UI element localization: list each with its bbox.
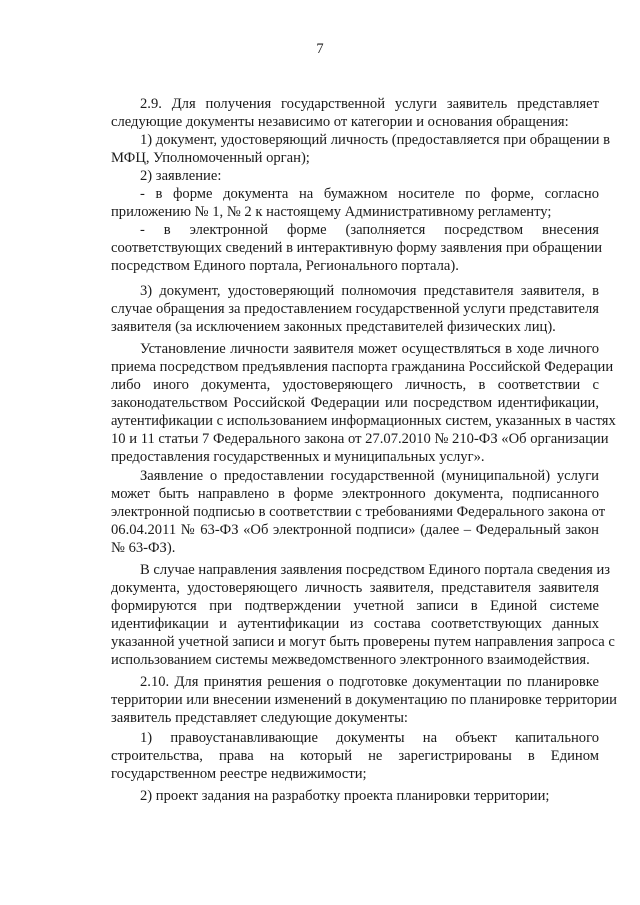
text-line-content: заявителя (за исключением законных представителей физических лиц).: [111, 319, 556, 335]
text-line-content: 3) документ, удостоверяющий полномочия представителя заявителя, в: [140, 283, 599, 299]
text-line-content: В случае направления заявления посредством Единого портала сведения из: [140, 562, 611, 578]
text-line-content: использованием системы межведомственного электронного взаимодействия.: [111, 652, 590, 668]
text-line-content: идентификации и аутентификации из состава соответствующих данных: [111, 616, 599, 632]
text-line-content: Заявление о предоставлении государственной (муниципальной) услуги: [140, 468, 599, 484]
text-line-content: 1) документ, удостоверяющий личность (предоставляется при обращении в: [140, 132, 610, 148]
text-line-content: приложению № 1, № 2 к настоящему Административному регламенту;: [111, 204, 552, 220]
text-line-content: Установление личности заявителя может осуществляться в ходе личного: [140, 341, 599, 357]
text-line-content: заявитель представляет следующие документы:: [111, 710, 408, 726]
text-line-content: законодательством Российской Федерации или посредством идентификации,: [111, 395, 599, 411]
text-line-content: 06.04.2011 № 63-ФЗ «Об электронной подписи» (далее – Федеральный закон: [111, 522, 599, 538]
text-line-content: - в форме документа на бумажном носителе по форме, согласно: [140, 186, 599, 202]
text-line-content: строительства, права на который не зарегистрированы в Едином: [111, 748, 599, 764]
text-line-content: 2) проект задания на разработку проекта планировки территории;: [140, 788, 550, 804]
text-line-content: 1) правоустанавливающие документы на объект капитального: [140, 730, 599, 746]
text-line-content: - в электронной форме (заполняется посредством внесения: [140, 222, 599, 238]
text-line-content: 2) заявление:: [140, 168, 222, 184]
text-line-content: аутентификации с использованием информационных систем, указанных в частях: [111, 413, 616, 429]
text-line-content: электронной подписью в соответствии с требованиями Федерального закона от: [111, 504, 606, 520]
page-number: 7: [316, 41, 324, 57]
text-line-content: 2.10. Для принятия решения о подготовке документации по планировке: [140, 674, 599, 690]
text-line-content: формируются при подтверждении учетной записи в Единой системе: [111, 598, 599, 614]
text-line-content: 10 и 11 статьи 7 Федерального закона от 27.07.2010 № 210-ФЗ «Об организации: [111, 431, 609, 447]
text-line-content: МФЦ, Уполномоченный орган);: [111, 150, 310, 166]
text-line-content: может быть направлено в форме электронного документа, подписанного: [111, 486, 599, 502]
text-line-content: приема посредством предъявления паспорта гражданина Российской Федерации: [111, 359, 614, 375]
text-line-content: предоставления государственных и муниципальных услуг».: [111, 449, 485, 465]
text-line-content: случае обращения за предоставлением государственной услуги представителя: [111, 301, 599, 317]
text-line-content: соответствующих сведений в интерактивную форму заявления при обращении: [111, 240, 603, 256]
text-line-content: документа, удостоверяющего личность заявителя, представителя заявителя: [111, 580, 599, 596]
text-line-content: следующие документы независимо от категории и основания обращения:: [111, 114, 569, 130]
text-line-content: посредством Единого портала, Регионального портала).: [111, 258, 459, 274]
text-line-content: № 63-ФЗ).: [111, 540, 176, 556]
text-line-content: указанной учетной записи и могут быть проверены путем направления запроса с: [111, 634, 615, 650]
text-line-content: государственном реестре недвижимости;: [111, 766, 367, 782]
text-line-content: либо иного документа, удостоверяющего личность, в соответствии с: [111, 377, 599, 393]
text-line-content: 2.9. Для получения государственной услуги заявитель представляет: [140, 96, 599, 112]
text-line-content: территории или внесении изменений в документацию по планировке территории: [111, 692, 617, 708]
